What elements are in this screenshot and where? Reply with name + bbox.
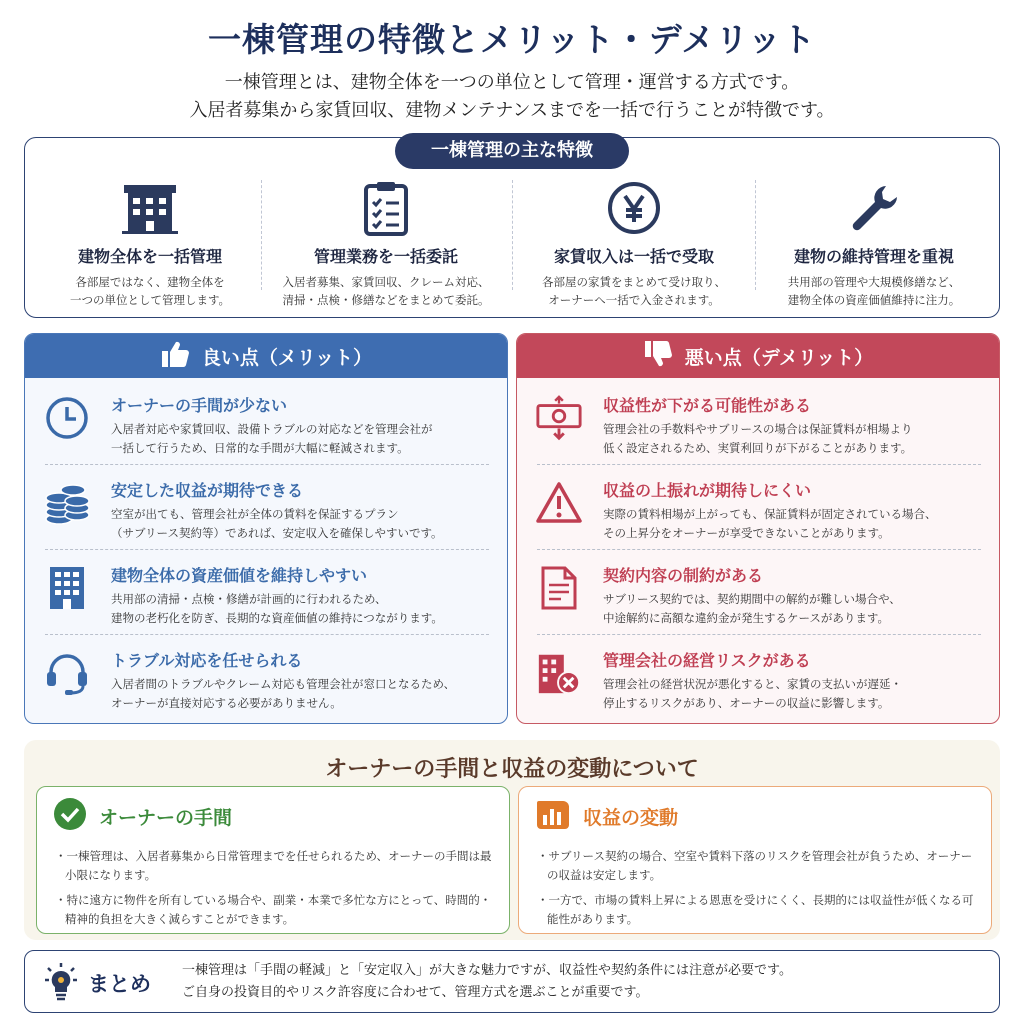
- page-subtitle-1: 一棟管理とは、建物全体を一つの単位として管理・運営する方式です。: [224, 72, 800, 93]
- feature-item: [752, 180, 996, 310]
- clock-icon: [43, 394, 91, 442]
- merit-desc-line: オーナーが直接対応する必要がありません。: [111, 696, 342, 710]
- list-item: [37, 635, 495, 719]
- demerit-desc-line: 管理会社の手数料やサブリースの場合は保証賃料が相場より: [603, 422, 913, 436]
- demerit-desc-line: 実際の賃料相場が上がっても、保証賃料が固定されている場合、: [603, 507, 937, 521]
- demerit-heading: 収益の上振れが期待しにくい: [603, 481, 812, 500]
- list-item: [529, 465, 987, 549]
- feature-item: [512, 180, 756, 310]
- summary-line: 一棟管理は「手間の軽減」と「安定収入」が大きな魅力ですが、収益性や契約条件には注意が必要です。: [182, 963, 792, 978]
- building-icon: [43, 564, 91, 612]
- merit-heading: 建物全体の資産価値を維持しやすい: [111, 566, 368, 585]
- features-title: 一棟管理の主な特徴: [395, 133, 629, 169]
- feature-heading: 家賃収入は一括で受取: [553, 247, 714, 266]
- summary-line: ご自身の投資目的やリスク許容度に合わせて、管理方式を選ぶことが重要です。: [182, 985, 649, 1000]
- demerit-desc-line: 管理会社の経営状況が悪化すると、家賃の支払いが遅延・: [603, 677, 902, 691]
- check-circle-icon: [53, 797, 87, 836]
- feature-heading: 管理業務を一括委託: [313, 247, 458, 266]
- income-heading: 収益の変動: [583, 807, 679, 829]
- feature-heading: 建物全体を一括管理: [77, 247, 222, 266]
- money-down-icon: [535, 394, 583, 442]
- thumbs-up-icon: [160, 339, 190, 374]
- list-item: [529, 635, 987, 719]
- feature-desc-line: 各部屋ではなく、建物全体を: [75, 275, 225, 289]
- demerit-heading: 契約内容の制約がある: [603, 566, 764, 585]
- bar-chart-icon: [535, 797, 571, 836]
- merits-header: [25, 334, 507, 378]
- effort-card: [36, 786, 510, 934]
- feature-heading: 建物の維持管理を重視: [793, 247, 954, 266]
- summary-text: [182, 960, 792, 1004]
- list-item: [529, 380, 987, 464]
- merit-heading: オーナーの手間が少ない: [111, 396, 288, 415]
- summary-label: まとめ: [88, 972, 151, 996]
- yen-icon: [512, 180, 756, 236]
- feature-desc-line: 入居者募集、家賃回収、クレーム対応、: [282, 275, 490, 289]
- page-subtitle-2: 入居者募集から家賃回収、建物メンテナンスまでを一括で行うことが特徴です。: [189, 100, 835, 121]
- section-title: オーナーの手間と収益の変動について: [325, 757, 699, 782]
- income-card: [518, 786, 992, 934]
- demerits-panel: [516, 333, 1000, 724]
- building-icon: [28, 180, 272, 236]
- coins-icon: [43, 479, 91, 527]
- demerit-desc-line: 中途解約に高額な違約金が発生するケースがあります。: [603, 611, 890, 625]
- clipboard-icon: [264, 180, 508, 236]
- demerit-desc-line: 低く設定されるため、実質利回りが下がることがあります。: [603, 441, 913, 455]
- page-title: 一棟管理の特徴とメリット・デメリット: [207, 20, 817, 59]
- thumbs-down-icon: [643, 339, 673, 374]
- list-item: [37, 550, 495, 634]
- merit-desc-line: 入居者間のトラブルやクレーム対応も管理会社が窓口となるため、: [111, 677, 456, 691]
- document-icon: [535, 564, 583, 612]
- list-item: ・一棟管理は、入居者募集から日常管理までを任せられるため、オーナーの手間は最小限になります。: [55, 849, 492, 882]
- merits-panel: [24, 333, 508, 724]
- list-item: ・特に遠方に物件を所有している場合や、副業・本業で多忙な方にとって、時間的・精神的負担を大きく減らすことができます。: [55, 893, 492, 926]
- feature-desc-line: 清掃・点検・修繕などをまとめて委託。: [282, 293, 490, 307]
- effort-heading: オーナーの手間: [99, 807, 233, 829]
- lightbulb-icon: [44, 962, 78, 1006]
- feature-desc-line: 一つの単位として管理します。: [69, 293, 231, 307]
- building-risk-icon: [535, 649, 583, 697]
- feature-desc-line: 各部屋の家賃をまとめて受け取り、: [542, 275, 726, 289]
- merit-desc-line: 建物の老朽化を防ぎ、長期的な資産価値の維持につながります。: [111, 611, 443, 625]
- divider: [261, 180, 262, 290]
- feature-item: [28, 180, 272, 310]
- list-item: [37, 465, 495, 549]
- feature-desc-line: オーナーへ一括で入金されます。: [548, 293, 720, 307]
- warning-icon: [535, 479, 583, 527]
- demerit-heading: 管理会社の経営リスクがある: [603, 651, 811, 670]
- merit-desc-line: 一括して行うため、日常的な手間が大幅に軽減されます。: [111, 441, 409, 455]
- headset-icon: [43, 649, 91, 697]
- feature-desc-line: 共用部の管理や大規模修繕など、: [787, 275, 961, 289]
- merits-title: 良い点（メリット）: [201, 346, 373, 369]
- merit-heading: 安定した収益が期待できる: [111, 481, 304, 500]
- demerits-title: 悪い点（デメリット）: [684, 346, 874, 369]
- list-item: [529, 550, 987, 634]
- feature-desc-line: 建物全体の資産価値維持に注力。: [787, 293, 961, 307]
- merit-desc-line: （サブリース契約等）であれば、安定収入を確保しやすいです。: [111, 526, 443, 540]
- wrench-icon: [752, 180, 996, 236]
- merit-desc-line: 共用部の清掃・点検・修繕が計画的に行われるため、: [111, 592, 387, 606]
- merit-desc-line: 入居者対応や家賃回収、設備トラブルの対応などを管理会社が: [111, 422, 433, 436]
- merit-heading: トラブル対応を任せられる: [111, 651, 303, 670]
- demerit-heading: 収益性が下がる可能性がある: [603, 396, 812, 415]
- demerit-desc-line: サブリース契約では、契約期間中の解約が難しい場合や、: [603, 592, 901, 606]
- list-item: [37, 380, 495, 464]
- demerits-header: [517, 334, 999, 378]
- list-item: ・サブリース契約の場合、空室や賃料下落のリスクを管理会社が負うため、オーナーの収益は安定します。: [537, 849, 973, 882]
- demerit-desc-line: その上昇分をオーナーが享受できないことがあります。: [603, 526, 890, 540]
- list-item: ・一方で、市場の賃料上昇による恩恵を受けにくく、長期的には収益性が低くなる可能性があります。: [537, 893, 974, 926]
- feature-item: [264, 180, 508, 310]
- merit-desc-line: 空室が出ても、管理会社が全体の賃料を保証するプラン: [111, 507, 399, 521]
- demerit-desc-line: 停止するリスクがあり、オーナーの収益に影響します。: [603, 696, 890, 710]
